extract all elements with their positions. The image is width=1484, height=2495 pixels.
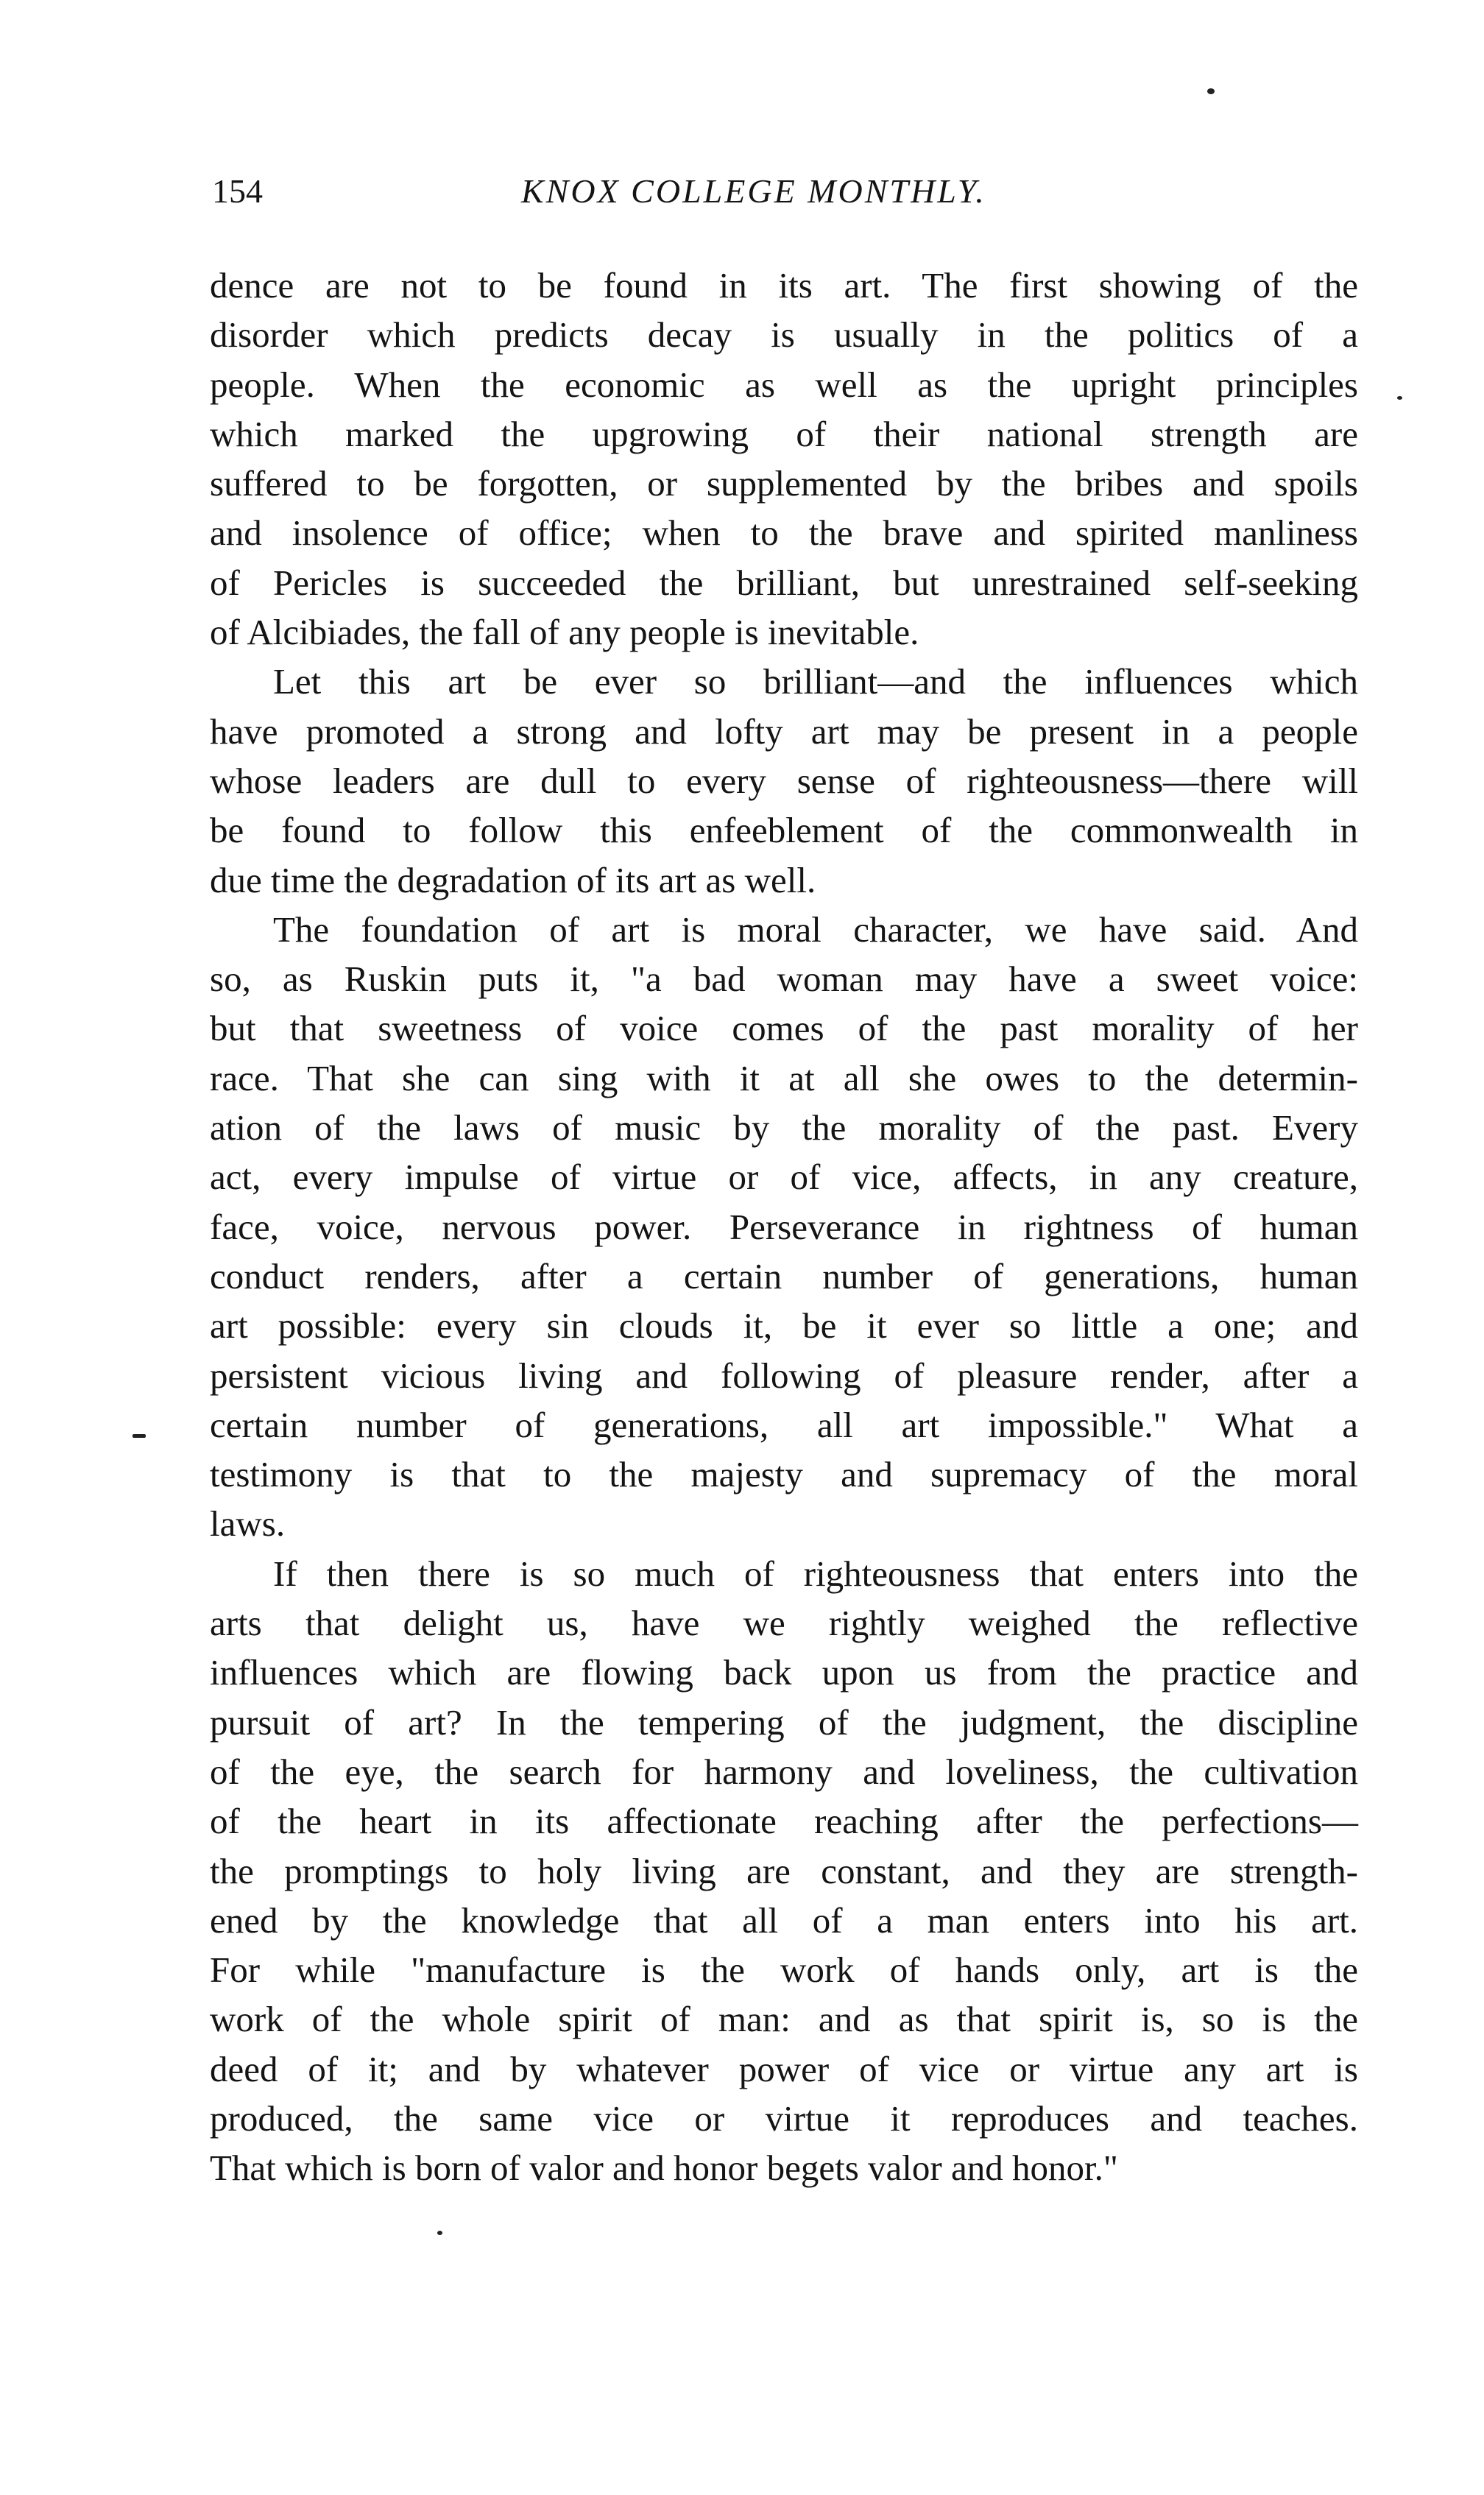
page-number: 154 xyxy=(212,172,263,210)
text-line: That which is born of valor and honor begets valor and honor." xyxy=(210,2148,1118,2189)
page-header xyxy=(212,168,1360,215)
text-line: people. When the economic as well as the upright principles xyxy=(210,364,1358,405)
text-line: laws. xyxy=(210,1503,286,1545)
paragraph xyxy=(210,657,1358,904)
text-line: of the eye, the search for harmony and loveliness, the cultivation xyxy=(210,1751,1358,1792)
text-line: due time the degradation of its art as well. xyxy=(210,859,816,900)
ink-speck xyxy=(1397,396,1402,400)
ink-speck xyxy=(437,2231,442,2235)
text-line: For while "manufacture is the work of hands only, art is the xyxy=(210,1949,1358,1991)
text-line: art possible: every sin clouds it, be it ever so little a one; and xyxy=(210,1305,1358,1347)
text-line: certain number of generations, all art impossible." What a xyxy=(210,1404,1358,1445)
text-line: of the heart in its affectionate reaching after the perfections— xyxy=(210,1801,1358,1842)
text-line: influences which are flowing back upon us from the practice and xyxy=(210,1652,1358,1693)
text-line: produced, the same vice or virtue it reproduces and teaches. xyxy=(210,2097,1358,2139)
text-line: dence are not to be found in its art. The first showing of the xyxy=(210,265,1358,306)
text-line: the promptings to holy living are constant, and they are strength- xyxy=(210,1850,1358,1891)
text-line: whose leaders are dull to every sense of righteousness—there will xyxy=(210,760,1358,801)
paragraph xyxy=(210,905,1358,1549)
text-line: of Alcibiades, the fall of any people is inevitable. xyxy=(210,612,919,653)
text-line: conduct renders, after a certain number of generations, human xyxy=(210,1255,1358,1296)
ink-speck xyxy=(1207,88,1215,94)
text-line: work of the whole spirit of man: and as that spirit is, so is the xyxy=(210,1999,1358,2040)
text-line: pursuit of art? In the tempering of the judgment, the discipline xyxy=(210,1701,1358,1743)
text-line: so, as Ruskin puts it, "a bad woman may have a sweet voice: xyxy=(210,959,1358,1000)
text-line: If then there is so much of righteousness that enters into the xyxy=(273,1553,1358,1594)
running-title: KNOX COLLEGE MONTHLY. xyxy=(521,172,986,210)
text-line: The foundation of art is moral character, we have said. And xyxy=(273,908,1358,950)
paragraph xyxy=(210,1549,1358,2193)
text-line: Let this art be ever so brilliant—and the influences which xyxy=(273,661,1358,702)
text-line: ened by the knowledge that all of a man enters into his art. xyxy=(210,1899,1358,1941)
text-line: have promoted a strong and lofty art may be present in a people xyxy=(210,710,1358,752)
text-line: but that sweetness of voice comes of the past morality of her xyxy=(210,1008,1358,1049)
text-line: deed of it; and by whatever power of vice or virtue any art is xyxy=(210,2048,1358,2089)
text-line: which marked the upgrowing of their national strength are xyxy=(210,413,1358,454)
text-line: face, voice, nervous power. Perseverance in rightness of human xyxy=(210,1206,1358,1247)
text-line: persistent vicious living and following of pleasure render, after a xyxy=(210,1355,1358,1396)
text-line: arts that delight us, have we rightly weighed the reflective xyxy=(210,1603,1358,1644)
text-line: testimony is that to the majesty and supremacy of the moral xyxy=(210,1454,1358,1495)
text-line: act, every impulse of virtue or of vice, affects, in any creature, xyxy=(210,1157,1358,1198)
paragraph xyxy=(210,261,1358,657)
text-line: ation of the laws of music by the morality of the past. Every xyxy=(210,1107,1358,1148)
text-line: race. That she can sing with it at all she owes to the determin- xyxy=(210,1057,1358,1098)
margin-dash xyxy=(132,1434,146,1438)
text-line: suffered to be forgotten, or supplemented by the bribes and spoils xyxy=(210,463,1358,504)
text-line: disorder which predicts decay is usually in the politics of a xyxy=(210,314,1358,356)
text-line: of Pericles is succeeded the brilliant, but unrestrained self-seeking xyxy=(210,562,1358,603)
text-line: be found to follow this enfeeblement of the commonwealth in xyxy=(210,810,1358,851)
body-text xyxy=(210,261,1358,2193)
text-line: and insolence of office; when to the brave and spirited manliness xyxy=(210,512,1358,554)
